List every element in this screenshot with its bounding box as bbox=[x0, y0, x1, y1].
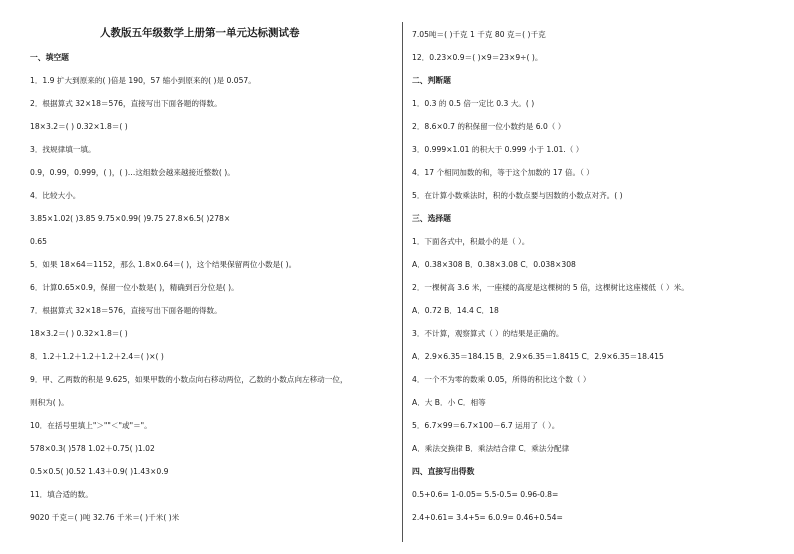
question-line: 11．填合适的数。 bbox=[30, 490, 93, 499]
question-line: A．0.38×308 B．0.38×3.08 C．0.038×308 bbox=[412, 260, 576, 269]
question-line: 18×3.2＝( ) 0.32×1.8＝( ) bbox=[30, 122, 128, 131]
question-line: 3．不计算，观察算式（ ）的结果是正确的。 bbox=[412, 329, 564, 338]
question-line: 4．17 个相同加数的和，等于这个加数的 17 倍。（ ） bbox=[412, 168, 594, 177]
question-line: 1．0.3 的 0.5 倍一定比 0.3 大。( ) bbox=[412, 99, 535, 108]
question-line: 4．一个不为零的数乘 0.05，所得的积比这个数（ ） bbox=[412, 375, 591, 384]
question-line: 2．8.6×0.7 的积保留一位小数约是 6.0（ ） bbox=[412, 122, 566, 131]
question-line: 8．1.2＋1.2＋1.2＋1.2＋2.4＝( )×( ) bbox=[30, 352, 164, 361]
question-line: 0.5×0.5( )0.52 1.43＋0.9( )1.43×0.9 bbox=[30, 467, 169, 476]
question-line: 7.05吨＝( )千克 1 千克 80 克＝( )千克 bbox=[412, 30, 546, 39]
section-heading: 二、判断题 bbox=[412, 76, 451, 85]
section-heading: 三、选择题 bbox=[412, 214, 451, 223]
question-line: 5．如果 18×64＝1152，那么 1.8×0.64＝( )，这个结果保留两位小数是( )。 bbox=[30, 260, 297, 269]
question-line: 6．计算0.65×0.9，保留一位小数是( )，精确到百分位是( )。 bbox=[30, 283, 239, 292]
question-line: 则积为( )。 bbox=[30, 398, 69, 407]
question-line: 12．0.23×0.9＝( )×9＝23×9÷( )。 bbox=[412, 53, 543, 62]
question-line: 3.85×1.02( )3.85 9.75×0.99( )9.75 27.8×6.5( )278× bbox=[30, 214, 231, 223]
question-line: 1．下面各式中，积最小的是（ ）。 bbox=[412, 237, 530, 246]
question-line: 7．根据算式 32×18＝576，直接写出下面各题的得数。 bbox=[30, 306, 222, 315]
question-line: 2．根据算式 32×18＝576，直接写出下面各题的得数。 bbox=[30, 99, 222, 108]
question-line: 18×3.2＝( ) 0.32×1.8＝( ) bbox=[30, 329, 128, 338]
section-heading: 一、填空题 bbox=[30, 53, 69, 62]
question-line: 5．在计算小数乘法时，积的小数点要与因数的小数点对齐。( ) bbox=[412, 191, 623, 200]
question-line: 9020 千克＝( )吨 32.76 千米＝( )千米( )米 bbox=[30, 513, 180, 522]
question-line: A．大 B．小 C．相等 bbox=[412, 398, 486, 407]
question-line: 0.5+0.6= 1-0.05= 5.5-0.5= 0.96-0.8= bbox=[412, 490, 559, 499]
question-line: 3．0.999×1.01 的积大于 0.999 小于 1.01.（ ） bbox=[412, 145, 584, 154]
question-line: A．0.72 B．14.4 C．18 bbox=[412, 306, 499, 315]
question-line: 5．6.7×99＝6.7×100－6.7 运用了（ ）。 bbox=[412, 421, 560, 430]
question-line: A．乘法交换律 B．乘法结合律 C．乘法分配律 bbox=[412, 444, 570, 453]
question-line: 9．甲、乙两数的积是 9.625，如果甲数的小数点向右移动两位，乙数的小数点向左移动一位， bbox=[30, 375, 348, 384]
question-line: 0.9，0.99，0.999，( )，( )…这组数会越来越接近整数( )。 bbox=[30, 168, 235, 177]
question-line: 0.65 bbox=[30, 237, 47, 246]
question-line: 1．1.9 扩大到原来的( )倍是 190，57 缩小到原来的( )是 0.057。 bbox=[30, 76, 256, 85]
question-line: A．2.9×6.35＝184.15 B．2.9×6.35＝1.8415 C．2.9×6.35＝18.415 bbox=[412, 352, 664, 361]
question-line: 10．在括号里填上"＞""＜"或"＝"。 bbox=[30, 421, 152, 430]
question-line: 2.4+0.61= 3.4+5= 6.0.9= 0.46+0.54= bbox=[412, 513, 563, 522]
page-title: 人教版五年级数学上册第一单元达标测试卷 bbox=[100, 27, 300, 39]
question-line: 2．一棵树高 3.6 米，一座楼的高度是这棵树的 5 倍，这棵树比这座楼低（ ）米。 bbox=[412, 283, 689, 292]
question-line: 3．找规律填一填。 bbox=[30, 145, 96, 154]
question-line: 578×0.3( )578 1.02＋0.75( )1.02 bbox=[30, 444, 155, 453]
question-line: 4．比较大小。 bbox=[30, 191, 81, 200]
section-heading: 四、直接写出得数 bbox=[412, 467, 475, 476]
column-divider bbox=[402, 22, 403, 542]
